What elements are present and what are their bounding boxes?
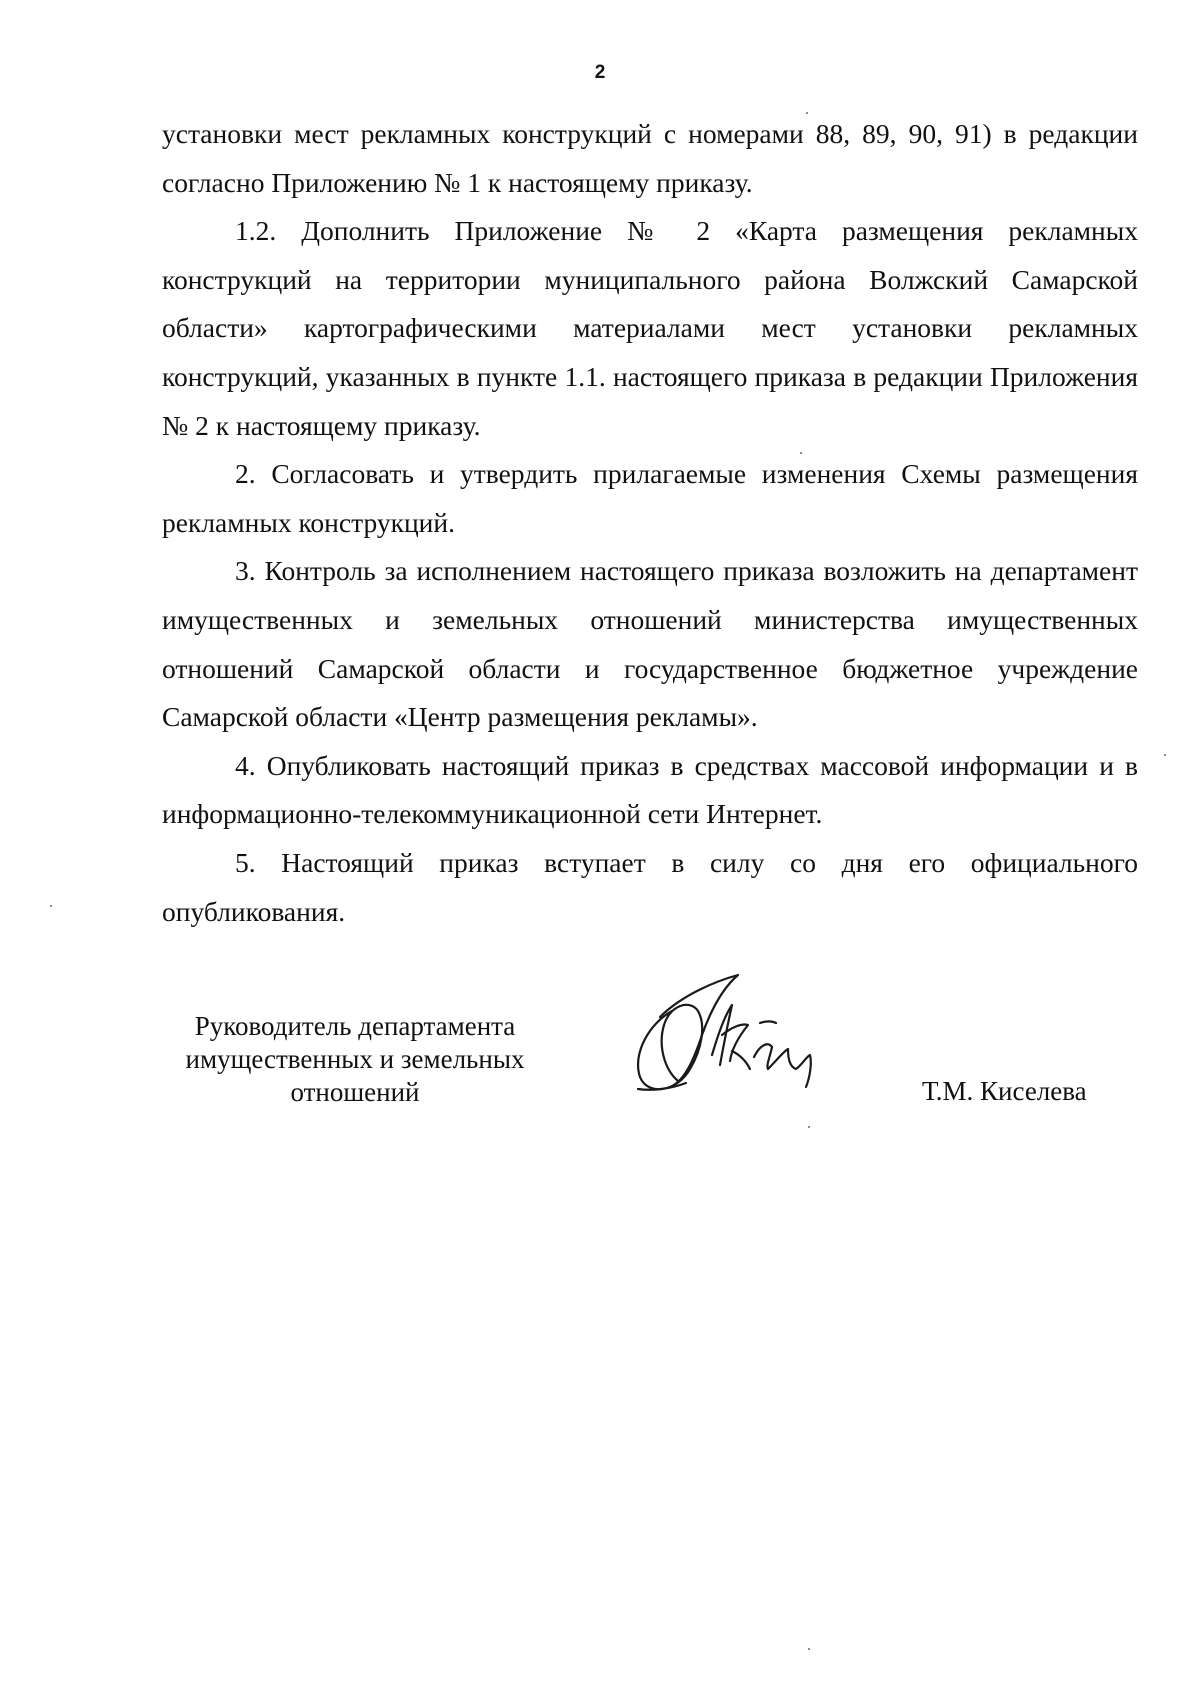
page-number: 2 xyxy=(594,62,606,83)
paragraph-3: 3. Контроль за исполнением настоящего приказа возложить на департамент имущественных и земельных отношений министерства имущественных отношений Самарской области и государственное бюджетное учреждение Самарской области «Центр размещения рекламы». xyxy=(162,555,1138,733)
signatory-title xyxy=(150,1010,560,1109)
paragraph-1-2: 1.2. Дополнить Приложение № 2 «Карта размещения рекламных конструкций на территории муниципального района Волжский Самарской области» картографическими материалами мест установки рекламных конструкций, указанных в пункте 1.1. настоящего приказа в редакции Приложения № 2 к настоящему приказу. xyxy=(162,215,1138,441)
scan-speck xyxy=(808,1126,810,1128)
paragraph-continuation: установки мест рекламных конструкций с номерами 88, 89, 90, 91) в редакции согласно Приложению № 1 к настоящему приказу. xyxy=(162,118,1138,198)
scan-speck xyxy=(806,112,808,114)
signatory-title-line: имущественных и земельных xyxy=(185,1044,525,1074)
signatory-title-line: отношений xyxy=(290,1077,420,1107)
paragraph-2: 2. Согласовать и утвердить прилагаемые изменения Схемы размещения рекламных конструкций. xyxy=(162,458,1138,538)
handwritten-signature xyxy=(620,965,830,1105)
scan-speck xyxy=(800,452,802,454)
paragraph-5: 5. Настоящий приказ вступает в силу со дня его официального опубликования. xyxy=(162,846,1138,927)
signatory-name: Т.М. Киселева xyxy=(922,1076,1087,1106)
scan-speck xyxy=(1164,754,1166,756)
paragraph-4: 4. Опубликовать настоящий приказ в средствах массовой информации и в информационно-телекоммуникационной сети Интернет. xyxy=(162,749,1138,830)
signatory-title-line: Руководитель департамента xyxy=(194,1011,516,1041)
scan-speck xyxy=(808,1648,810,1650)
document-body xyxy=(162,110,1138,936)
scan-speck xyxy=(50,905,52,907)
